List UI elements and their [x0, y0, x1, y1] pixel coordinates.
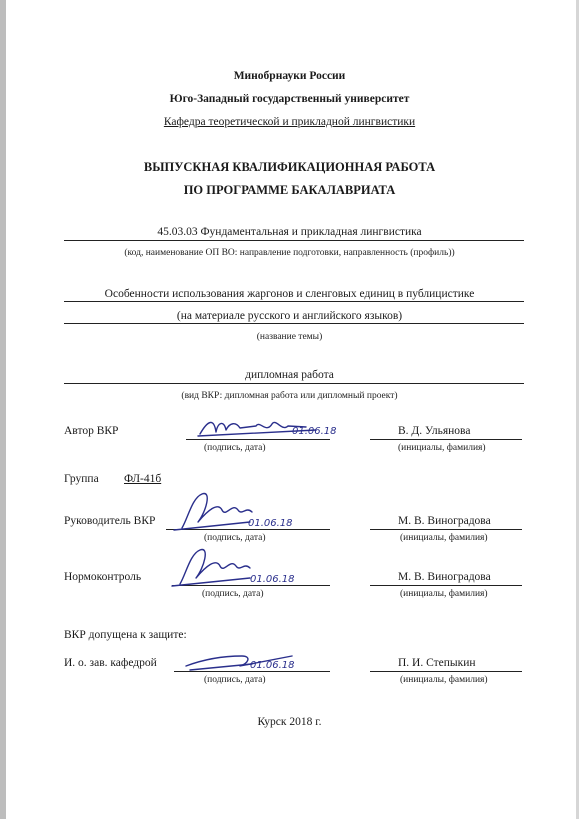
document-title-line2: ПО ПРОГРАММЕ БАКАЛАВРИАТА — [183, 183, 396, 197]
topic-underline-2 — [64, 323, 524, 324]
admission-name: П. И. Степыкин — [398, 657, 476, 669]
normcontrol-name-line — [370, 585, 522, 586]
topic-caption: (название темы) — [256, 332, 323, 342]
author-label: Автор ВКР — [64, 425, 119, 437]
normcontrol-signature — [170, 544, 330, 592]
admission-name-caption: (инициалы, фамилия) — [400, 675, 488, 685]
supervisor-signature — [172, 488, 332, 536]
work-type-caption: (вид ВКР: дипломная работа или дипломный проект) — [181, 391, 398, 401]
supervisor-name-caption: (инициалы, фамилия) — [400, 533, 488, 543]
work-type-underline — [64, 383, 524, 384]
topic-underline-1 — [64, 301, 524, 302]
work-type-value: дипломная работа — [245, 369, 334, 381]
admission-signature — [182, 648, 332, 674]
author-name-line — [370, 439, 522, 440]
program-caption: (код, наименование ОП ВО: направление подготовки, направленность (профиль)) — [124, 248, 455, 258]
program-underline — [64, 240, 524, 241]
author-signature-caption: (подпись, дата) — [204, 443, 266, 453]
city-year: Курск 2018 г. — [257, 716, 322, 728]
supervisor-name: М. В. Виноградова — [398, 515, 491, 527]
normcontrol-label: Нормоконтроль — [64, 571, 142, 583]
admission-signature-date: 01.06.18 — [250, 660, 295, 671]
admission-signature-caption: (подпись, дата) — [204, 675, 266, 685]
normcontrol-signature-date: 01.06.18 — [250, 574, 295, 585]
supervisor-label: Руководитель ВКР — [64, 515, 156, 527]
group-value: ФЛ-41б — [124, 473, 162, 485]
normcontrol-signature-caption: (подпись, дата) — [202, 589, 264, 599]
author-name-caption: (инициалы, фамилия) — [398, 443, 486, 453]
department-name: Кафедра теоретической и прикладной лингвистики — [163, 116, 416, 128]
program-value: 45.03.03 Фундаментальная и прикладная лингвистика — [157, 226, 422, 238]
admission-name-line — [370, 671, 522, 672]
head-of-department-label: И. о. зав. кафедрой — [64, 657, 157, 669]
supervisor-signature-date: 01.06.18 — [248, 518, 293, 529]
normcontrol-name-caption: (инициалы, фамилия) — [400, 589, 488, 599]
topic-line1: Особенности использования жаргонов и сленговых единиц в публицистике — [104, 288, 475, 300]
group-label: Группа — [64, 473, 99, 485]
normcontrol-name: М. В. Виноградова — [398, 571, 491, 583]
supervisor-signature-caption: (подпись, дата) — [204, 533, 266, 543]
ministry-name: Минобрнауки России — [233, 70, 346, 82]
author-signature — [196, 414, 346, 442]
topic-line2: (на материале русского и английского языков) — [176, 310, 403, 322]
author-name: В. Д. Ульянова — [398, 425, 471, 437]
author-signature-date: 01.06.18 — [292, 426, 337, 437]
supervisor-name-line — [370, 529, 522, 530]
document-title-line1: ВЫПУСКНАЯ КВАЛИФИКАЦИОННАЯ РАБОТА — [143, 160, 436, 174]
university-name: Юго-Западный государственный университет — [169, 93, 410, 105]
admission-label: ВКР допущена к защите: — [64, 629, 187, 641]
